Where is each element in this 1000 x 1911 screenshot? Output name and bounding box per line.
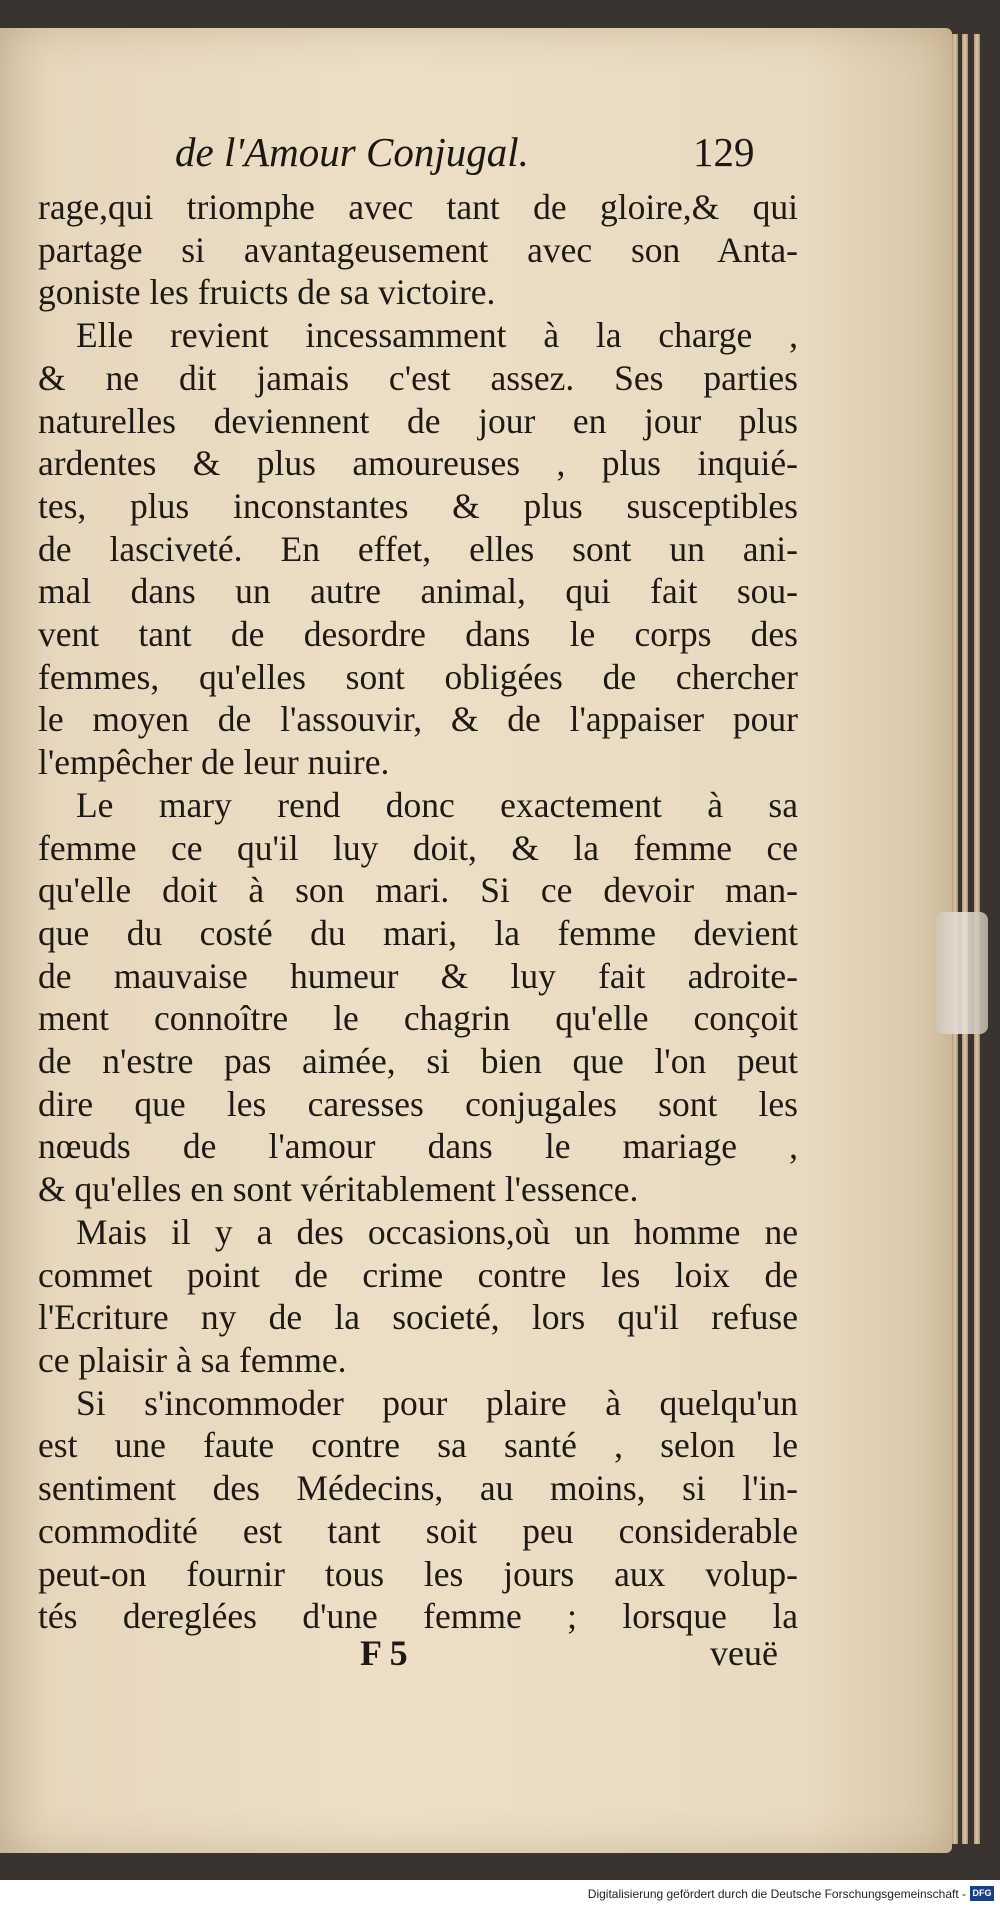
text-line: sentiment des Médecins, au moins, si l'in- [38,1468,798,1509]
digitization-credit: Digitalisierung gefördert durch die Deutsche Forschungsgemeinschaft - [587,1887,966,1901]
text-line: mal dans un autre animal, qui fait sou- [38,571,798,612]
text-line: dire que les caresses conjugales sont les [38,1083,798,1124]
text-line: nœuds de l'amour dans le mariage , [38,1126,798,1167]
text-line: tés dereglées d'une femme ; lorsque la [38,1596,798,1637]
text-line: vent tant de desordre dans le corps des [38,614,798,655]
text-line: l'Ecriture ny de la societé, lors qu'il refuse [38,1297,798,1338]
text-line: & qu'elles en sont véritablement l'essence. [38,1169,639,1210]
page-header [175,128,775,188]
text-line: ardentes & plus amoureuses , plus inquié- [38,443,798,484]
catchword: veuë [710,1633,778,1673]
text-line: partage si avantageusement avec son Anta- [38,229,798,270]
text-line: Mais il y a des occasions,où un homme ne [76,1211,798,1252]
text-line: naturelles deviennent de jour en jour plus [38,400,798,441]
signature-mark: F 5 [360,1633,408,1673]
text-line: commet point de crime contre les loix de [38,1254,798,1295]
text-line: commodité est tant soit peu considerable [38,1510,798,1551]
text-line: est une faute contre sa santé , selon le [38,1425,798,1466]
text-line: Si s'incommoder pour plaire à quelqu'un [76,1382,798,1423]
text-line: de mauvaise humeur & luy fait adroite- [38,955,798,996]
text-line: de n'estre pas aimée, si bien que l'on peut [38,1041,798,1082]
text-line: femme ce qu'il luy doit, & la femme ce [38,827,798,868]
text-line: ce plaisir à sa femme. [38,1339,347,1380]
body-text [38,186,798,1638]
text-line: Elle revient incessamment à la charge , [76,315,798,356]
page-number: 129 [693,129,755,175]
text-line: peut-on fournir tous les jours aux volup- [38,1553,798,1594]
text-line: l'empêcher de leur nuire. [38,742,390,783]
text-line: le moyen de l'assouvir, & de l'appaiser pour [38,699,798,740]
text-line: goniste les fruicts de sa victoire. [38,272,496,313]
page-footer [360,1632,810,1682]
text-line: que du costé du mari, la femme devient [38,912,798,953]
text-line: tes, plus inconstantes & plus susceptibles [38,485,798,526]
credit-bar [0,1880,1000,1911]
text-line: de lasciveté. En effet, elles sont un ani- [38,528,798,569]
text-line: Le mary rend donc exactement à sa [76,784,798,825]
text-line: ment connoître le chagrin qu'elle conçoit [38,998,798,1039]
text-line: rage,qui triomphe avec tant de gloire,& qui [38,187,798,227]
bookmark-tab [936,912,988,1034]
dfg-logo: DFG [970,1886,994,1901]
text-line: & ne dit jamais c'est assez. Ses parties [38,357,798,398]
running-head: de l'Amour Conjugal. [175,129,529,175]
text-line: qu'elle doit à son mari. Si ce devoir man- [38,870,798,911]
text-line: femmes, qu'elles sont obligées de chercher [38,656,798,697]
